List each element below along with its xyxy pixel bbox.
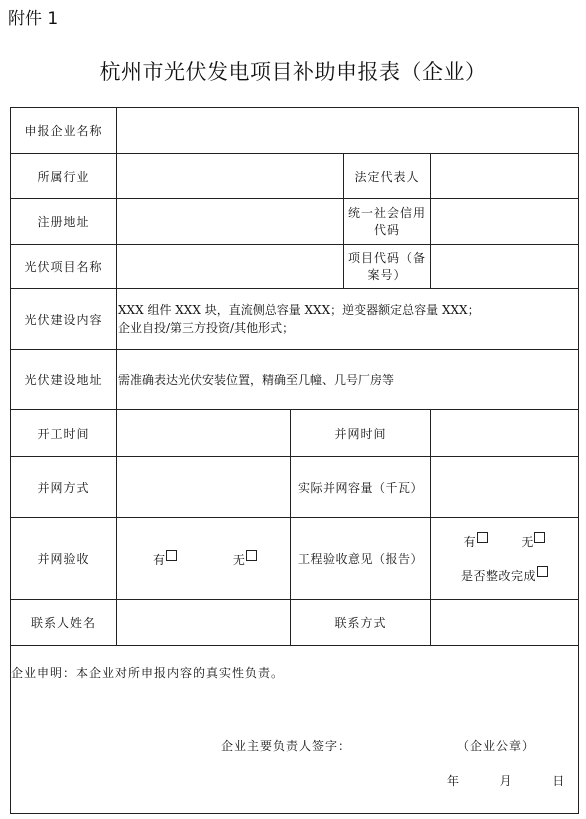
no-label: 无 [232,552,245,567]
reg-address-field[interactable] [117,199,344,245]
industry-label: 所属行业 [11,154,117,199]
rectify-option[interactable] [431,559,578,593]
construction-content-field[interactable] [117,289,579,350]
construction-address-hint: 需准确表达光伏安装位置，精确至几幢、几号厂房等 [118,372,395,387]
month-label: 月 [499,774,513,788]
construction-content-line1: XXX 组件 XXX 块，直流侧总容量 XXX；逆变器额定总容量 XXX； [118,303,480,317]
project-code-label: 项目代码（备案号） [344,245,431,289]
company-name-field[interactable] [117,108,579,154]
actual-capacity-label: 实际并网容量（千瓦） [291,457,431,518]
engineering-opinion-options [431,518,579,600]
yes-label: 有 [153,552,166,567]
grid-acceptance-yes-option[interactable] [153,550,177,568]
grid-time-field[interactable] [431,410,579,457]
opinion-no-option[interactable] [521,525,545,559]
legal-rep-field[interactable] [431,154,579,199]
actual-capacity-field[interactable] [431,457,579,518]
declaration-section [11,646,579,814]
engineering-opinion-label: 工程验收意见（报告） [291,518,431,600]
declaration-statement: 企业申明：本企业对所申报内容的真实性负责。 [11,666,285,680]
yes-label: 有 [463,534,476,549]
checkbox-icon[interactable] [477,532,488,543]
project-code-field[interactable] [431,245,579,289]
checkbox-icon[interactable] [246,550,257,561]
attachment-label: 附件 1 [8,9,59,29]
company-name-label: 申报企业名称 [11,108,117,154]
contact-method-label: 联系方式 [291,600,431,646]
grid-mode-field[interactable] [117,457,291,518]
grid-acceptance-no-option[interactable] [233,550,257,568]
company-seal-label: （企业公章） [457,739,536,753]
grid-mode-label: 并网方式 [11,457,117,518]
signature-label: 企业主要负责人签字： [221,739,352,753]
checkbox-icon[interactable] [537,566,548,577]
grid-acceptance-label: 并网验收 [11,518,117,600]
legal-rep-label: 法定代表人 [344,154,431,199]
day-label: 日 [552,774,566,788]
grid-acceptance-options [117,518,291,600]
rectify-label: 是否整改完成 [460,568,536,583]
grid-time-label: 并网时间 [291,410,431,457]
page-title: 杭州市光伏发电项目补助申报表（企业） [99,60,487,84]
credit-code-label: 统一社会信用代码 [344,199,431,245]
declaration-date [447,772,565,789]
construction-content-line2: 企业自投/第三方投资/其他形式； [118,321,295,335]
contact-name-label: 联系人姓名 [11,600,117,646]
subsidy-application-table [10,107,579,814]
start-time-label: 开工时间 [11,410,117,457]
opinion-yes-option[interactable] [464,525,488,559]
project-name-field[interactable] [117,245,344,289]
no-label: 无 [521,534,534,549]
project-name-label: 光伏项目名称 [11,245,117,289]
checkbox-icon[interactable] [166,550,177,561]
contact-method-field[interactable] [431,600,579,646]
checkbox-icon[interactable] [534,532,545,543]
year-label: 年 [447,774,461,788]
construction-address-field[interactable] [117,350,579,410]
reg-address-label: 注册地址 [11,199,117,245]
credit-code-field[interactable] [431,199,579,245]
construction-content-label: 光伏建设内容 [11,289,117,350]
start-time-field[interactable] [117,410,291,457]
contact-name-field[interactable] [117,600,291,646]
industry-field[interactable] [117,154,344,199]
construction-address-label: 光伏建设地址 [11,350,117,410]
